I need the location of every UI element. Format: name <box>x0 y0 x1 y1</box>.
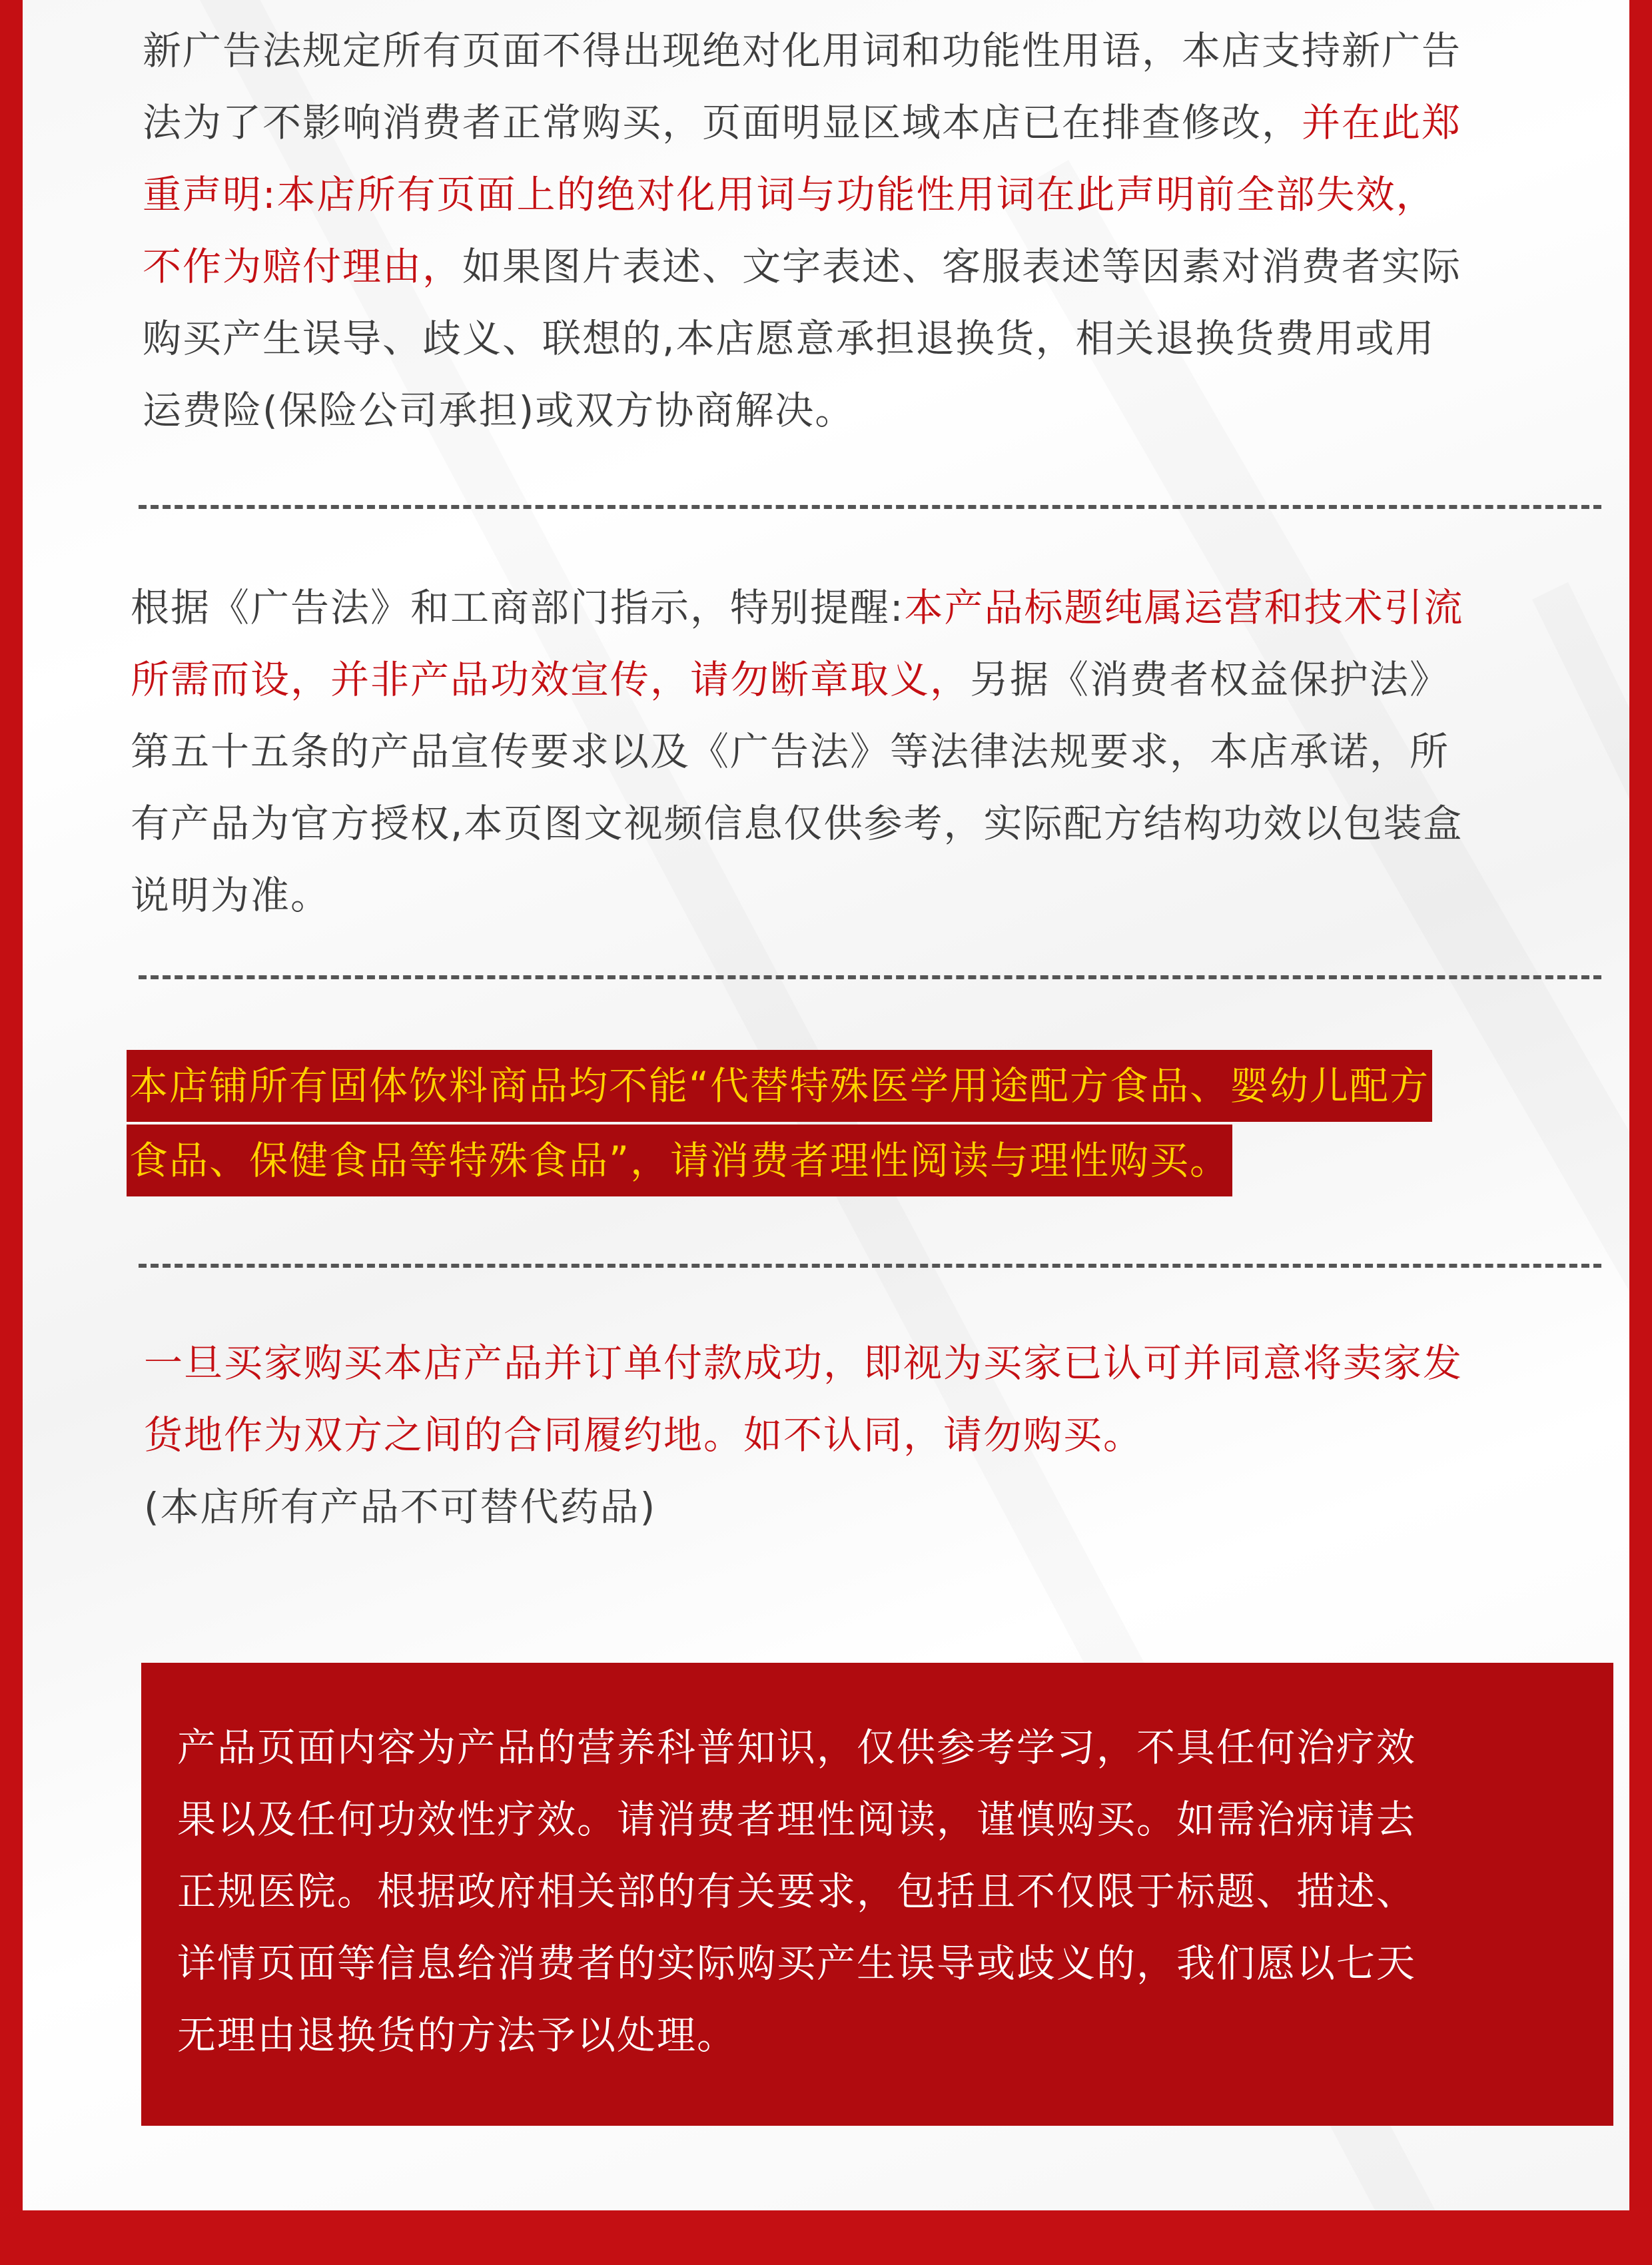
text-line: 有产品为官方授权,本页图文视频信息仅供参考，实际配方结构功效以包装盒 <box>131 801 1463 846</box>
text-line: 运费险(保险公司承担)或双方协商解决。 <box>143 388 855 433</box>
ad-law-statement <box>143 15 1461 446</box>
highlight-line: 本店铺所有固体饮料商品均不能“代替特殊医学用途配方食品、婴幼儿配方 <box>127 1050 1432 1122</box>
notice-line: 无理由退换货的方法予以处理。 <box>177 2013 737 2058</box>
notice-text <box>177 1711 1416 2071</box>
dashed-divider <box>139 505 1601 509</box>
red-emphasis: 本产品标题纯属运营和技术引流 <box>904 585 1464 630</box>
right-red-border <box>1629 0 1652 2210</box>
text-line: 所需而设，并非产品功效宣传，请勿断章取义，另据《消费者权益保护法》 <box>131 657 1450 702</box>
highlight-line: 食品、保健食品等特殊食品”，请消费者理性阅读与理性购买。 <box>127 1125 1232 1196</box>
red-emphasis-line: 货地作为双方之间的合同履约地。如不认同，请勿购买。 <box>144 1412 1144 1458</box>
notice-line: 果以及任何功效性疗效。请消费者理性阅读，谨慎购买。如需治病请去 <box>177 1797 1417 1842</box>
left-red-border <box>0 0 23 2210</box>
dashed-divider <box>139 975 1601 979</box>
notice-line: 产品页面内容为产品的营养科普知识，仅供参考学习，不具任何治疗效 <box>177 1725 1417 1770</box>
text-line: 购买产生误导、歧义、联想的,本店愿意承担退换货，相关退换货费用或用 <box>143 316 1436 361</box>
red-emphasis: 并在此郑 <box>1302 100 1462 145</box>
text-line: 不作为赔付理由，如果图片表述、文字表述、客服表述等因素对消费者实际 <box>143 244 1462 289</box>
red-emphasis: 所需而设，并非产品功效宣传，请勿断章取义， <box>131 657 971 702</box>
text-line: 说明为准。 <box>131 873 331 918</box>
text-line: 新广告法规定所有页面不得出现绝对化用词和功能性用语，本店支持新广告 <box>143 28 1462 73</box>
ad-law-reminder <box>131 572 1464 931</box>
notice-line: 详情页面等信息给消费者的实际购买产生误导或歧义的，我们愿以七天 <box>177 1941 1417 1986</box>
text-line: 第五十五条的产品宣传要求以及《广告法》等法律法规要求，本店承诺，所 <box>131 729 1450 774</box>
bottom-red-border <box>0 2210 1652 2265</box>
contract-statement <box>144 1327 1463 1543</box>
text-line: (本店所有产品不可替代药品) <box>144 1484 657 1530</box>
text-line: 根据《广告法》和工商部门指示，特别提醒:本产品标题纯属运营和技术引流 <box>131 585 1464 630</box>
text-line: 法为了不影响消费者正常购买，页面明显区域本店已在排查修改，并在此郑 <box>143 100 1462 145</box>
red-emphasis-line: 重声明:本店所有页面上的绝对化用词与功能性用词在此声明前全部失效， <box>143 172 1436 217</box>
red-emphasis-line: 一旦买家购买本店产品并订单付款成功，即视为买家已认可并同意将卖家发 <box>144 1340 1463 1386</box>
notice-line: 正规医院。根据政府相关部的有关要求，包括且不仅限于标题、描述、 <box>177 1869 1417 1914</box>
dashed-divider <box>139 1264 1601 1268</box>
red-emphasis: 不作为赔付理由， <box>143 244 463 289</box>
